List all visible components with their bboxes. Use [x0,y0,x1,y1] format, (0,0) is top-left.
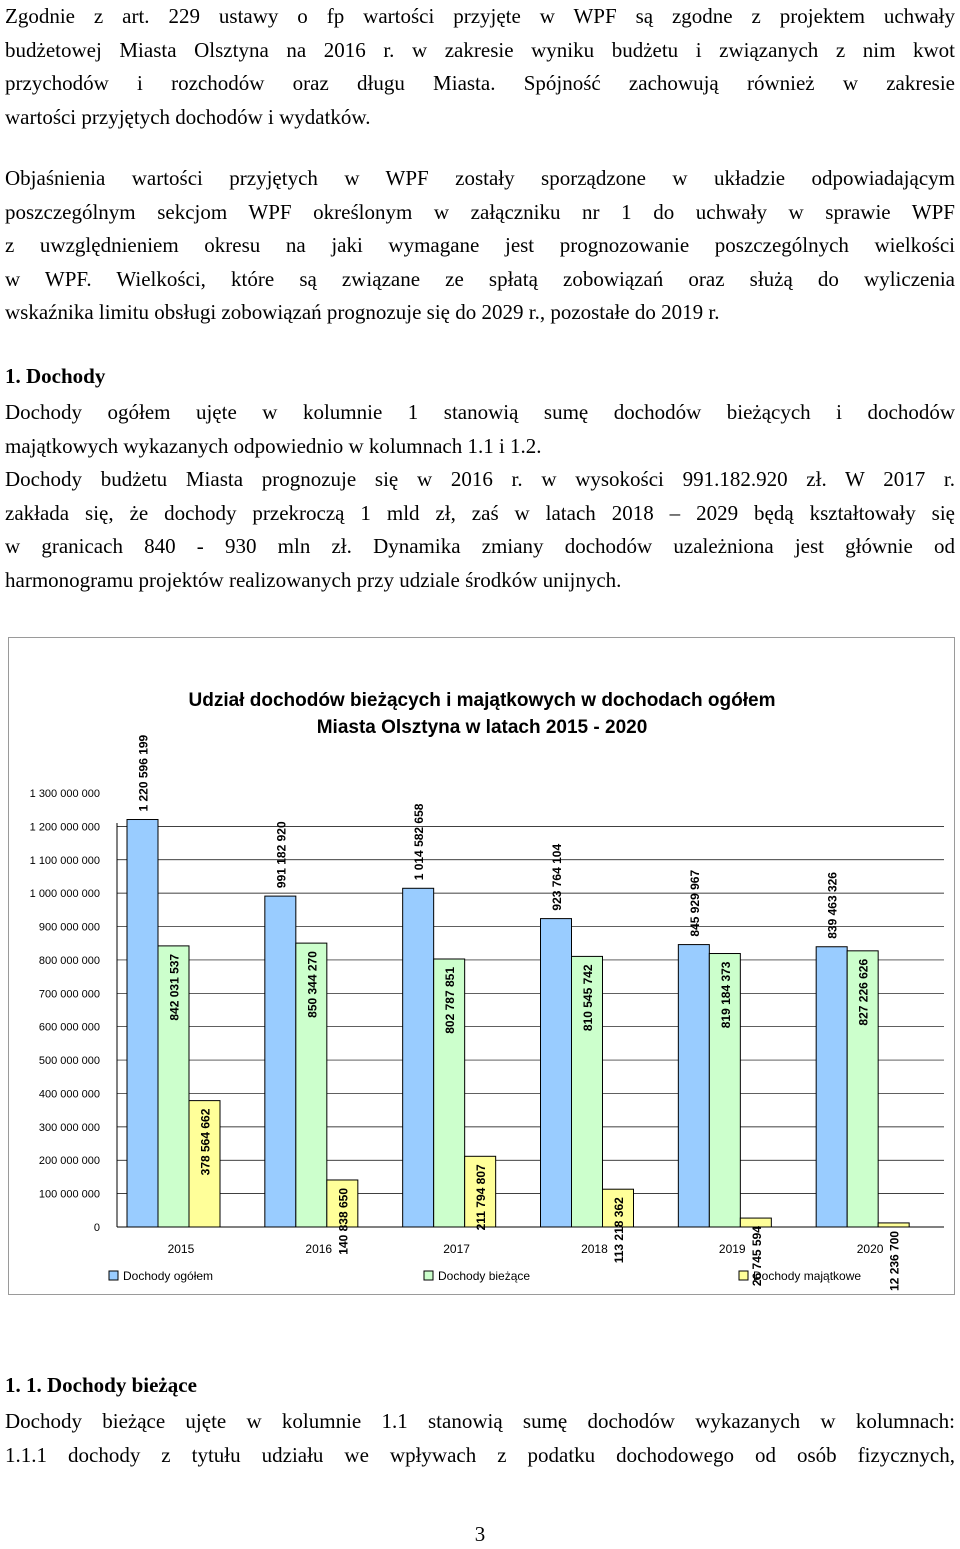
y-tick-label: 600 000 000 [38,1021,100,1034]
bar [265,896,296,1227]
text-line: Objaśnienia wartości przyjętych w WPF zostały sporządzone w układzie odpowiadającym [5,166,955,190]
text-line: 1.1.1 dochody z tytułu udziału we wpływach z podatku dochodowego od osób fizycznych, [5,1442,955,1467]
y-tick-label: 500 000 000 [38,1055,100,1068]
chart-subtitle: Miasta Olsztyna w latach 2015 - 2020 [316,717,648,738]
text-line: wartości przyjętych dochodów i wydatków. [5,104,371,129]
text-line: przychodów i rozchodów oraz długu Miasta. Spójność zachowują również w zakresie [5,71,955,95]
text-line: poszczególnym sekcjom WPF określonym w załączniku nr 1 do uchwały w sprawie WPF [5,199,955,224]
text-line: Zgodnie z art. 229 ustawy o fp wartości przyjęte w WPF są zgodne z projektem uchwały [5,4,955,28]
y-tick-label: 700 000 000 [38,988,100,1001]
section-heading-dochody-biezace: 1. 1. Dochody bieżące [5,1373,197,1397]
paragraph-income [5,396,955,597]
legend-swatch [109,1271,118,1280]
bar [740,1218,771,1227]
text-line: w granicach 840 - 930 mln zł. Dynamika zmiany dochodów uzależniona jest głównie od [5,534,955,558]
data-label: 26 745 594 [749,1226,764,1287]
data-label: 991 182 920 [274,821,289,889]
page-number: 3 [474,1522,486,1546]
y-tick-label: 1 000 000 000 [29,888,100,901]
data-label: 1 220 596 199 [136,734,151,812]
data-label: 802 787 851 [443,966,458,1034]
data-label: 839 463 326 [825,872,840,939]
bar [403,888,434,1227]
text-line: Dochody budżetu Miasta prognozuje się w 2016 r. w wysokości 991.182.920 zł. W 2017 r. [5,467,955,491]
legend-label: Dochody ogółem [123,1269,214,1283]
x-tick-label: 2018 [581,1242,608,1256]
legend-swatch [739,1271,748,1280]
data-label: 140 838 650 [336,1187,351,1255]
text-line: wskaźnika limitu obsługi zobowiązań prognozuje się do 2029 r., pozostałe do 2019 r. [5,300,720,324]
y-tick-label: 900 000 000 [38,921,100,934]
data-label: 850 344 270 [305,951,320,1018]
text-line: budżetowej Miasta Olsztyna na 2016 r. w zakresie wyniku budżetu i związanych z nim kwot [5,37,955,62]
x-tick-label: 2015 [167,1242,195,1256]
y-tick-label: 0 [93,1222,100,1234]
paragraph-explanations [5,162,955,330]
y-tick-label: 1 200 000 000 [29,821,100,834]
bar [541,919,572,1227]
data-label: 819 184 373 [718,961,733,1029]
paragraph-compliance [5,0,955,134]
bar [678,945,709,1227]
y-tick-label: 1 300 000 000 [29,788,100,800]
x-tick-label: 2019 [718,1242,746,1256]
text-line: Dochody bieżące ujęte w kolumnie 1.1 stanowią sumę dochodów wykazanych w kolumnach: [5,1409,955,1433]
y-tick-label: 200 000 000 [38,1155,100,1168]
data-label: 113 218 362 [612,1197,626,1264]
bar [816,947,847,1227]
y-tick-label: 100 000 000 [38,1188,100,1201]
bar [127,820,158,1227]
data-label: 923 764 104 [550,843,564,911]
data-label: 845 929 967 [687,869,702,937]
data-label: 1 014 582 658 [412,803,427,881]
y-tick-label: 400 000 000 [38,1088,100,1101]
data-label: 12 236 700 [887,1230,902,1291]
data-labels [137,734,902,1291]
x-tick-label: 2020 [856,1242,884,1256]
x-axis-ticks [168,1242,884,1256]
data-label: 378 564 662 [198,1108,213,1176]
text-line: Dochody ogółem ujęte w kolumnie 1 stanowią sumę dochodów bieżących i dochodów [5,400,955,424]
income-chart [8,637,955,1295]
y-axis-ticks [30,788,100,1234]
section-heading-dochody: 1. Dochody [5,364,106,388]
x-tick-label: 2017 [443,1242,470,1256]
text-line: harmonogramu projektów realizowanych przy udziale środków unijnych. [5,567,622,592]
legend-label: Dochody majątkowe [753,1269,862,1283]
chart-title: Udział dochodów bieżących i majątkowych w dochodach ogółem [188,690,776,711]
data-label: 810 545 742 [581,964,595,1032]
data-label: 211 794 807 [474,1164,489,1231]
legend-label: Dochody bieżące [438,1269,531,1283]
legend [109,1269,861,1283]
bars [127,820,909,1227]
chart-canvas [9,638,954,1294]
bar [878,1223,909,1227]
data-label: 827 226 626 [856,958,871,1026]
y-tick-label: 300 000 000 [38,1121,100,1134]
legend-swatch [424,1271,433,1280]
text-line: majątkowych wykazanych odpowiednio w kolumnach 1.1 i 1.2. [5,433,542,458]
y-tick-label: 1 100 000 000 [29,854,100,867]
paragraph-current-income [5,1405,955,1472]
data-label: 842 031 537 [167,953,182,1021]
y-tick-label: 800 000 000 [38,954,100,967]
text-line: z uwzględnieniem okresu na jaki wymagane jest prognozowanie poszczególnych wielkości [5,233,955,257]
text-line: w WPF. Wielkości, które są związane ze spłatą zobowiązań oraz służą do wyliczenia [5,266,955,291]
x-tick-label: 2016 [305,1242,333,1256]
text-line: zakłada się, że dochody przekroczą 1 mld zł, zaś w latach 2018 – 2029 będą kształtowały się [5,500,955,525]
